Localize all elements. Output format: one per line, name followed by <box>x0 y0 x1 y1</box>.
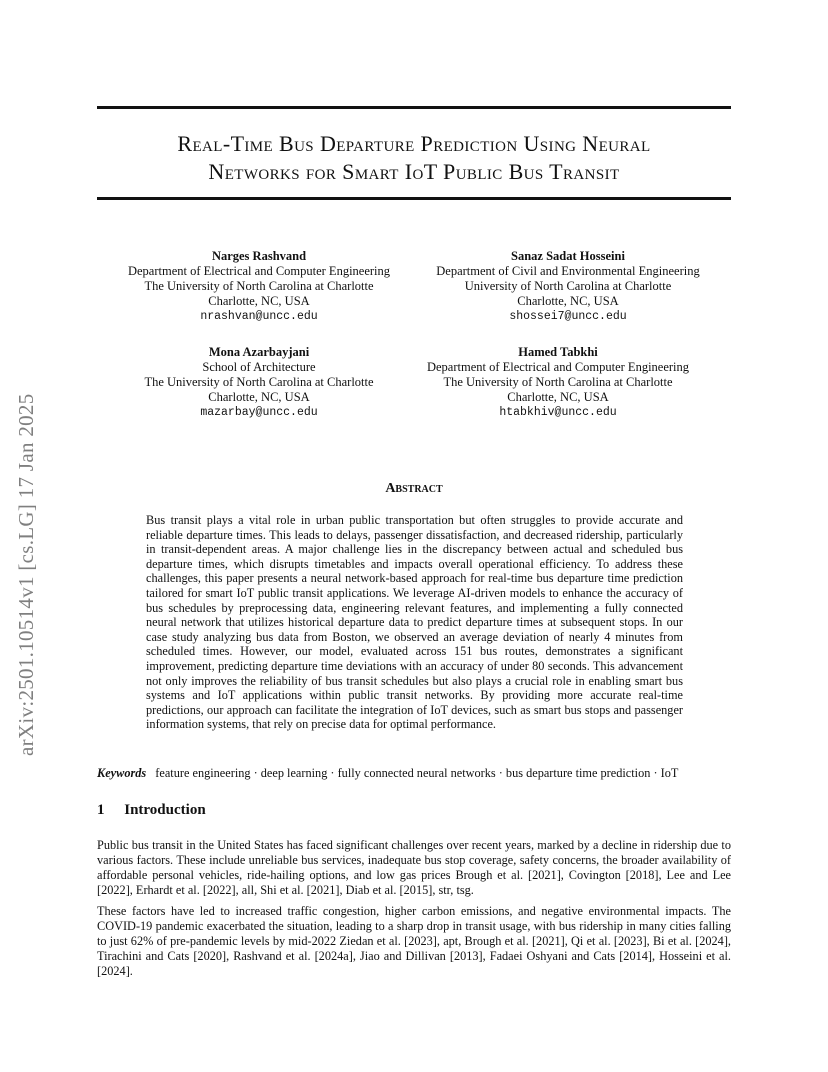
author-email[interactable]: shossei7@uncc.edu <box>509 310 627 323</box>
author-name: Mona Azarbayjani <box>208 345 310 359</box>
title-bottom-rule <box>97 197 731 200</box>
author-email[interactable]: htabkhiv@uncc.edu <box>499 406 617 419</box>
intro-paragraph-2: These factors have led to increased traffic congestion, higher carbon emissions, and negative environmental impacts. The COVID-19 pandemic exacerbated the situation, leading to a sharp drop in transit usage, with bus ridership in many cities falling to just 62% of pre-pandemic levels by mid-2022 Ziedan et al. [2023], apt, Brough et al. [2021], Qi et al. [2023], Bi et al. [2024], Tirachini and Cats [2020], Rashvand et al. [2024a], Jiao and Dillivan [2013], Fadaei Oshyani and Cats [2014], Hosseini et al. [2024]. <box>97 904 731 978</box>
keywords-line <box>97 766 757 781</box>
author-block-1 <box>107 249 411 324</box>
paper-title <box>97 130 731 186</box>
abstract-heading: Abstract <box>385 481 443 496</box>
title-line-2: Networks for Smart IoT Public Bus Transit <box>208 159 620 184</box>
keywords-label: Keywords <box>97 766 147 780</box>
author-institution: The University of North Carolina at Charlotte <box>443 375 673 389</box>
author-email[interactable]: nrashvan@uncc.edu <box>200 310 318 323</box>
author-affiliation: School of Architecture <box>202 360 316 374</box>
author-name: Narges Rashvand <box>211 249 307 263</box>
author-institution: The University of North Carolina at Charlotte <box>144 279 374 293</box>
title-top-rule <box>97 106 731 109</box>
author-block-3 <box>107 345 411 420</box>
arxiv-sidebar-stamp: arXiv:2501.10514v1 [cs.LG] 17 Jan 2025 <box>14 393 38 756</box>
author-location: Charlotte, NC, USA <box>517 294 619 308</box>
title-line-1: Real-Time Bus Departure Prediction Using Neural <box>177 131 651 156</box>
author-institution: University of North Carolina at Charlotte <box>464 279 672 293</box>
author-affiliation: Department of Electrical and Computer Engineering <box>426 360 690 374</box>
section-heading-introduction <box>97 802 206 819</box>
abstract-body: Bus transit plays a vital role in urban public transportation but often struggles to provide accurate and reliable departure times. This leads to delays, passenger dissatisfaction, and decreased ridership, particularly in transit-dependent areas. A major challenge lies in the discrepancy between actual and scheduled bus departure times, which disrupts timetables and impacts overall operational efficiency. To address these challenges, this paper presents a neural network-based approach for real-time bus departure time prediction tailored for smart IoT public transit applications. We leverage AI-driven models to enhance the accuracy of bus schedules by preprocessing data, engineering relevant features, and implementing a fully connected neural network that utilizes historical departure data to predict departure times at subsequent stops. In our case study analyzing bus data from Boston, we observed an average deviation of nearly 4 minutes from scheduled times. However, our model, evaluated across 151 bus routes, demonstrates a significant improvement, predicting departure time deviations with an accuracy of under 80 seconds. This advancement not only improves the reliability of bus transit schedules but also plays a crucial role in enabling smart bus systems and IoT applications within public transit networks. By providing more accurate real-time predictions, our approach can facilitate the integration of IoT devices, such as smart bus stops and passenger information systems, that rely on precise data for optimal performance. <box>146 513 683 732</box>
author-location: Charlotte, NC, USA <box>507 390 609 404</box>
intro-paragraph-1: Public bus transit in the United States has faced significant challenges over recent years, marked by a decline in ridership due to various factors. These include unreliable bus services, inadequate bus stop coverage, safety concerns, the broader availability of affordable personal vehicles, ride-hailing options, and low gas prices Brough et al. [2021], Covington [2018], Lee and Lee [2022], Erhardt et al. [2022], all, Shi et al. [2021], Diab et al. [2015], str, tsg. <box>97 838 731 897</box>
author-email[interactable]: mazarbay@uncc.edu <box>200 406 318 419</box>
author-location: Charlotte, NC, USA <box>208 294 310 308</box>
section-title: Introduction <box>124 802 206 818</box>
section-number: 1 <box>97 802 105 818</box>
author-name: Hamed Tabkhi <box>518 345 598 359</box>
author-block-4 <box>405 345 711 420</box>
author-name: Sanaz Sadat Hosseini <box>511 249 625 263</box>
author-block-2 <box>413 249 723 324</box>
author-affiliation: Department of Electrical and Computer Engineering <box>127 264 391 278</box>
keywords-list: feature engineering · deep learning · fully connected neural networks · bus departure time prediction · IoT <box>155 766 679 780</box>
author-location: Charlotte, NC, USA <box>208 390 310 404</box>
author-institution: The University of North Carolina at Charlotte <box>144 375 374 389</box>
author-affiliation: Department of Civil and Environmental Engineering <box>436 264 700 278</box>
